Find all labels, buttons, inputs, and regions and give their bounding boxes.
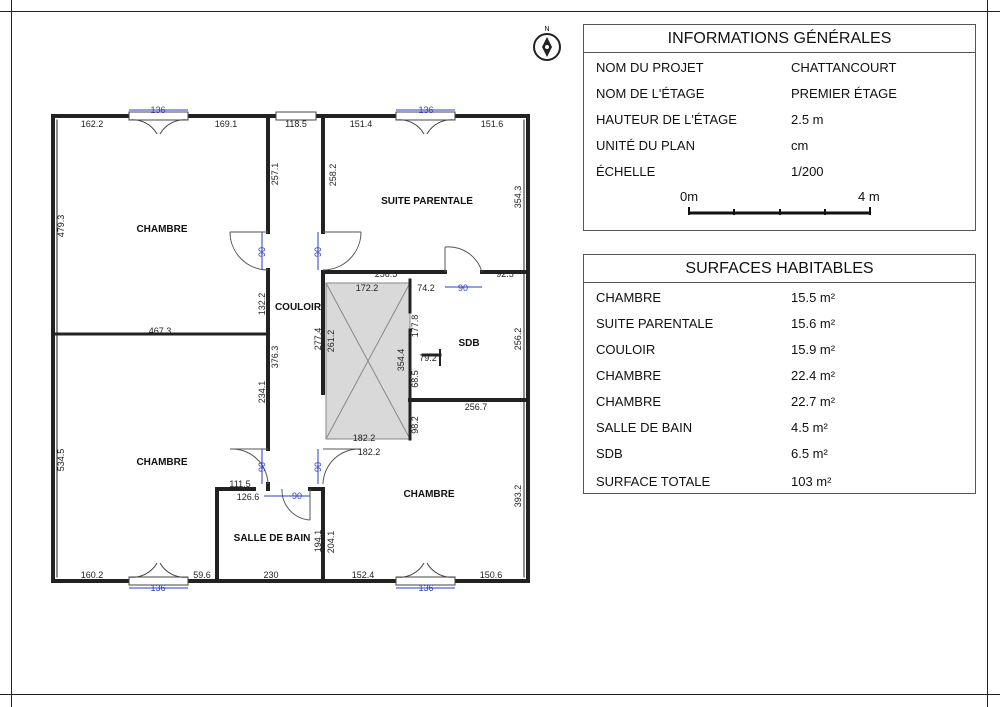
dim-label: 150.6 <box>479 570 503 580</box>
dim-label: 90 <box>257 461 267 473</box>
dim-label: 74.2 <box>417 283 435 293</box>
surface-value: 22.7 m² <box>791 394 836 409</box>
dim-label: 256.5 <box>374 269 398 279</box>
dim-label: 90 <box>257 246 267 258</box>
surface-value: 15.9 m² <box>791 342 836 357</box>
dim-label: 256.2 <box>513 327 523 351</box>
dim-label: 162.2 <box>80 119 104 129</box>
compass-north-label: N <box>544 26 550 33</box>
scale-bar <box>680 189 884 219</box>
dim-label: 160.2 <box>80 570 104 580</box>
room-label-salle-de-bain: SALLE DE BAIN <box>233 533 311 544</box>
surface-value: 22.4 m² <box>791 368 836 383</box>
dim-label: 354.4 <box>396 348 406 372</box>
dim-label: 182.2 <box>352 433 376 443</box>
room-label-chambre-bottom-left: CHAMBRE <box>136 457 188 468</box>
dim-label: 194.1 <box>313 529 323 553</box>
dim-label: 182.2 <box>357 447 381 457</box>
dim-label: 169.1 <box>214 119 238 129</box>
dim-label: 136 <box>418 105 434 115</box>
dim-label: 376.3 <box>270 345 280 369</box>
surface-label: SURFACE TOTALE <box>596 474 711 489</box>
dim-label: 90 <box>313 461 323 473</box>
dim-label: 136 <box>150 105 166 115</box>
surface-label: CHAMBRE <box>596 394 662 409</box>
dim-label: 256.7 <box>464 402 488 412</box>
dim-label: 90 <box>457 283 469 293</box>
dim-label: 261.2 <box>326 329 336 353</box>
surface-value: 103 m² <box>791 474 832 489</box>
dim-label: 132.2 <box>257 292 267 316</box>
scale-start-label: 0m <box>680 189 699 204</box>
dim-label: 151.4 <box>349 119 373 129</box>
surface-row <box>596 342 965 362</box>
info-row <box>596 86 965 106</box>
compass-icon <box>534 26 560 60</box>
room-label-sdb: SDB <box>458 338 480 349</box>
surfaces-title: SURFACES HABITABLES <box>584 255 975 283</box>
info-value: cm <box>791 138 809 153</box>
info-label: NOM DE L'ÉTAGE <box>596 86 705 101</box>
info-row <box>596 112 965 132</box>
surface-value: 15.5 m² <box>791 290 836 305</box>
surface-value: 6.5 m² <box>791 446 828 461</box>
surface-value: 15.6 m² <box>791 316 836 331</box>
surface-label: CHAMBRE <box>596 290 662 305</box>
dim-label: 111.5 <box>229 479 251 489</box>
room-label-chambre-bottom-right: CHAMBRE <box>403 489 455 500</box>
scale-bar-graphic <box>684 189 884 219</box>
dim-label: 467.3 <box>148 326 172 336</box>
dim-label: 234.1 <box>257 380 267 404</box>
dim-label: 136 <box>150 583 166 593</box>
dim-label: 479.3 <box>56 214 66 238</box>
dim-label: 90 <box>313 246 323 258</box>
dim-label: 204.1 <box>326 530 336 554</box>
info-row <box>596 138 965 158</box>
dim-label: 68.5 <box>410 370 420 388</box>
general-info-title: INFORMATIONS GÉNÉRALES <box>584 25 975 53</box>
dim-label: 126.6 <box>236 492 260 502</box>
surface-row <box>596 420 965 440</box>
dim-label: 92.5 <box>496 269 514 279</box>
dim-label: 257.1 <box>270 162 280 186</box>
dim-label: 177.8 <box>410 314 420 338</box>
dim-label: 118.5 <box>285 119 307 129</box>
info-value: CHATTANCOURT <box>791 60 897 75</box>
surface-row <box>596 446 965 466</box>
general-info-panel <box>583 24 976 231</box>
dim-label: 90 <box>291 491 303 501</box>
dim-label: 393.2 <box>513 484 523 508</box>
surface-label: SALLE DE BAIN <box>596 420 693 435</box>
surface-row <box>596 394 965 414</box>
info-label: UNITÉ DU PLAN <box>596 138 695 153</box>
dim-label: 79.2 <box>419 353 437 363</box>
door-dimension-lines <box>129 110 482 588</box>
surface-label: CHAMBRE <box>596 368 662 383</box>
dim-label: 354.3 <box>513 185 523 209</box>
room-label-chambre-top-left: CHAMBRE <box>136 224 188 235</box>
info-row <box>596 164 965 184</box>
surface-total-row <box>596 474 965 494</box>
surface-value: 4.5 m² <box>791 420 828 435</box>
info-row <box>596 60 965 80</box>
dim-label: 98.2 <box>410 416 420 434</box>
info-value: 2.5 m <box>791 112 824 127</box>
room-label-couloir: COULOIR <box>274 302 322 313</box>
info-label: HAUTEUR DE L'ÉTAGE <box>596 112 737 127</box>
dim-label: 151.6 <box>480 119 504 129</box>
dim-label: 258.2 <box>328 163 338 187</box>
surface-row <box>596 368 965 388</box>
surface-label: SUITE PARENTALE <box>596 316 714 331</box>
surface-label: COULOIR <box>596 342 656 357</box>
info-label: ÉCHELLE <box>596 164 656 179</box>
dim-label: 136 <box>418 583 434 593</box>
surfaces-panel <box>583 254 976 494</box>
info-label: NOM DU PROJET <box>596 60 704 75</box>
room-label-suite-parentale: SUITE PARENTALE <box>381 196 473 207</box>
info-value: PREMIER ÉTAGE <box>791 86 897 101</box>
dim-label: 152.4 <box>351 570 375 580</box>
dim-label: 172.2 <box>355 283 379 293</box>
dim-label: 277.4 <box>313 327 323 351</box>
surface-label: SDB <box>596 446 623 461</box>
dim-label: 534.5 <box>56 448 66 472</box>
surface-row <box>596 316 965 336</box>
dim-label: 230 <box>263 570 279 580</box>
info-value: 1/200 <box>791 164 824 179</box>
surface-row <box>596 290 965 310</box>
dim-label: 59.6 <box>193 570 211 580</box>
scale-end-label: 4 m <box>858 189 880 204</box>
